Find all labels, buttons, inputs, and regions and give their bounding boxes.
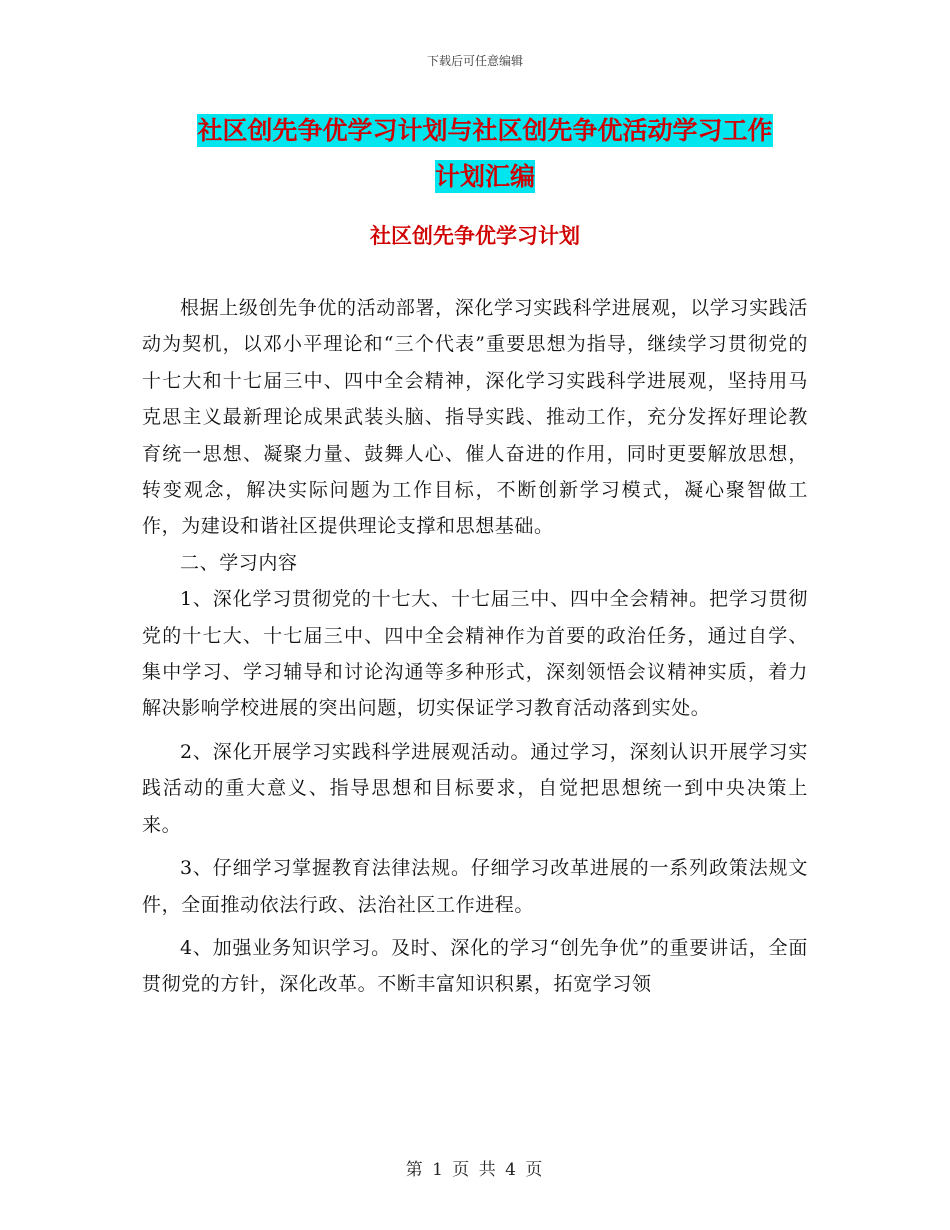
paragraph-heading-study-content: 二、学习内容	[180, 551, 298, 574]
paragraph-intro: 根据上级创先争优的活动部署，深化学习实践科学进展观，以学习实践活动为契机，以邓小平理论和“三个代表”重要思想为指导，继续学习贯彻党的十七大和十七届三中、四中全会精神，深化学习实践科学进展观，坚持用马克思主义最新理论成果武装头脑、指导实践、推动工作，充分发挥好理论教育统一思想、凝聚力量、鼓舞人心、催人奋进的作用，同时更要解放思想，转变观念，解决实际问题为工作目标，不断创新学习模式，凝心聚智做工作，为建设和谐社区提供理论支撑和思想基础。	[142, 297, 808, 538]
body-text	[142, 290, 808, 1003]
header-note: 下载后可任意编辑	[426, 54, 523, 68]
document-title	[140, 108, 830, 200]
page-footer: 第 1 页 共 4 页	[405, 1160, 545, 1180]
paragraph-item-4: 4、加强业务知识学习。及时、深化的学习“创先争优”的重要讲话，全面贯彻党的方针，深化改革。不断丰富知识积累，拓宽学习领	[142, 936, 808, 996]
title-line-2: 计划汇编	[434, 162, 535, 191]
title-line-1: 社区创先争优学习计划与社区创先争优活动学习工作	[197, 116, 773, 145]
paragraph-item-3: 3、仔细学习掌握教育法律法规。仔细学习改革进展的一系列政策法规文件，全面推动依法行政、法治社区工作进程。	[142, 857, 808, 916]
paragraph-item-2: 2、深化开展学习实践科学进展观活动。通过学习，深刻认识开展学习实践活动的重大意义、指导思想和目标要求，自觉把思想统一到中央决策上来。	[142, 740, 808, 836]
paragraph-item-1: 1、深化学习贯彻党的十七大、十七届三中、四中全会精神。把学习贯彻党的十七大、十七届三中、四中全会精神作为首要的政治任务，通过自学、集中学习、学习辅导和讨论沟通等多种形式，深刻领悟会议精神实质，着力解决影响学校进展的突出问题，切实保证学习教育活动落到实处。	[142, 588, 808, 720]
section-title: 社区创先争优学习计划	[370, 224, 580, 248]
